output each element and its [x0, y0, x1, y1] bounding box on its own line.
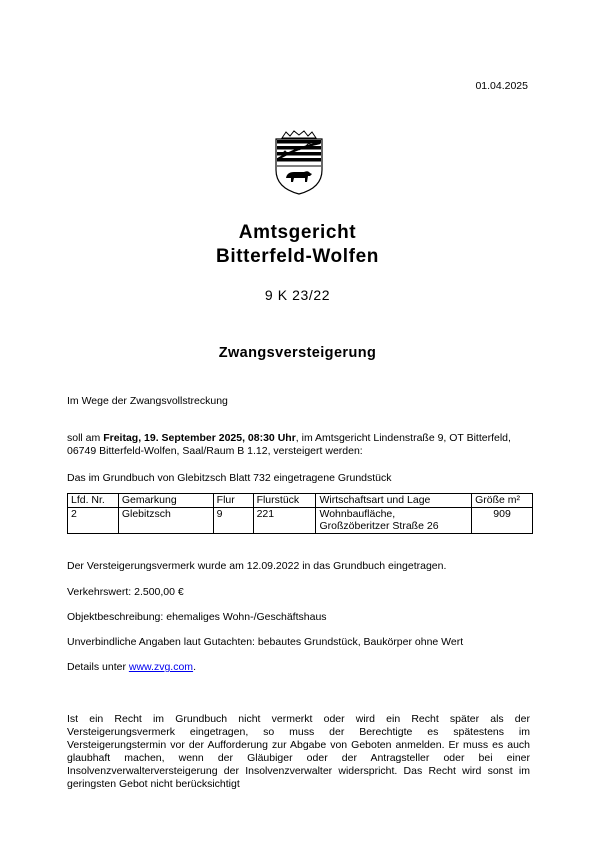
- case-number: 9 K 23/22: [264, 287, 331, 303]
- angaben-text: Unverbindliche Angaben laut Gutachten: bebautes Grundstück, Baukörper ohne Wert: [67, 636, 464, 648]
- vermerk-text: Der Versteigerungsvermerk wurde am 12.09.2022 in das Grundbuch eingetragen.: [67, 560, 447, 572]
- property-table: [67, 493, 533, 534]
- details-suffix: .: [193, 661, 196, 673]
- details-prefix: Details unter: [67, 661, 129, 673]
- objekt-text: Objektbeschreibung: ehemaliges Wohn-/Geschäftshaus: [67, 611, 327, 623]
- cell-groesse: 909: [472, 507, 533, 533]
- details-paragraph: [67, 661, 530, 674]
- auction-datetime: Freitag, 19. September 2025, 08:30 Uhr: [103, 432, 296, 444]
- court-name-line1: Amtsgericht: [238, 222, 357, 243]
- table-header-row: [68, 494, 533, 508]
- cell-nr: 2: [68, 507, 119, 533]
- cell-gemarkung: Glebitzsch: [118, 507, 213, 533]
- table-row: [68, 507, 533, 533]
- verkehrswert-text: Verkehrswert: 2.500,00 €: [67, 586, 184, 598]
- col-header-flur: Flur: [213, 494, 253, 508]
- col-header-lfd-nr: Lfd. Nr.: [68, 494, 119, 508]
- col-header-gemarkung: Gemarkung: [118, 494, 213, 508]
- col-header-flurstueck: Flurstück: [253, 494, 316, 508]
- col-header-wirtschaftsart: Wirtschaftsart und Lage: [316, 494, 472, 508]
- cell-lage: [316, 507, 472, 533]
- zvg-link[interactable]: www.zvg.com: [128, 661, 194, 673]
- court-name-line2: Bitterfeld-Wolfen: [216, 246, 379, 267]
- cell-flur: 9: [213, 507, 253, 533]
- document-heading: Zwangsversteigerung: [218, 345, 377, 361]
- auction-prefix: soll am: [67, 432, 104, 444]
- cell-lage-line2: Großzöberitzer Straße 26: [319, 520, 439, 532]
- notice-text: Ist ein Recht im Grundbuch nicht vermerkt oder wird ein Recht später als der Versteigerungsvermerk eingetragen, so muss der Berechtigte es spätestens im Versteigerungstermin vor der Aufforderung zur Abgabe von Geboten anmelden. Er muss es auch glaubhaft machen, wenn der Gläubiger oder der Antragsteller oder bei einer Insolvenzverwalterversteigerung der Insolvenzverwalter widerspricht. Das Recht wird sonst im geringsten Gebot nicht berücksichtigt: [67, 713, 530, 790]
- cell-lage-line1: Wohnbaufläche,: [319, 507, 396, 520]
- coat-of-arms-saxony-anhalt-icon: [272, 130, 326, 195]
- cell-flurstueck: 221: [253, 507, 316, 533]
- document-date: 01.04.2025: [475, 80, 528, 92]
- auction-suffix: , im Amtsgericht Lindenstraße 9, OT Bitterfeld, 06749 Bitterfeld-Wolfen, Saal/Raum B 1.12, versteigert werden:: [67, 432, 511, 457]
- intro-text: Im Wege der Zwangsvollstreckung: [67, 395, 228, 407]
- col-header-groesse: Größe m²: [472, 494, 533, 508]
- auction-paragraph: [67, 432, 530, 458]
- property-intro: Das im Grundbuch von Glebitzsch Blatt 732 eingetragene Grundstück: [67, 472, 392, 484]
